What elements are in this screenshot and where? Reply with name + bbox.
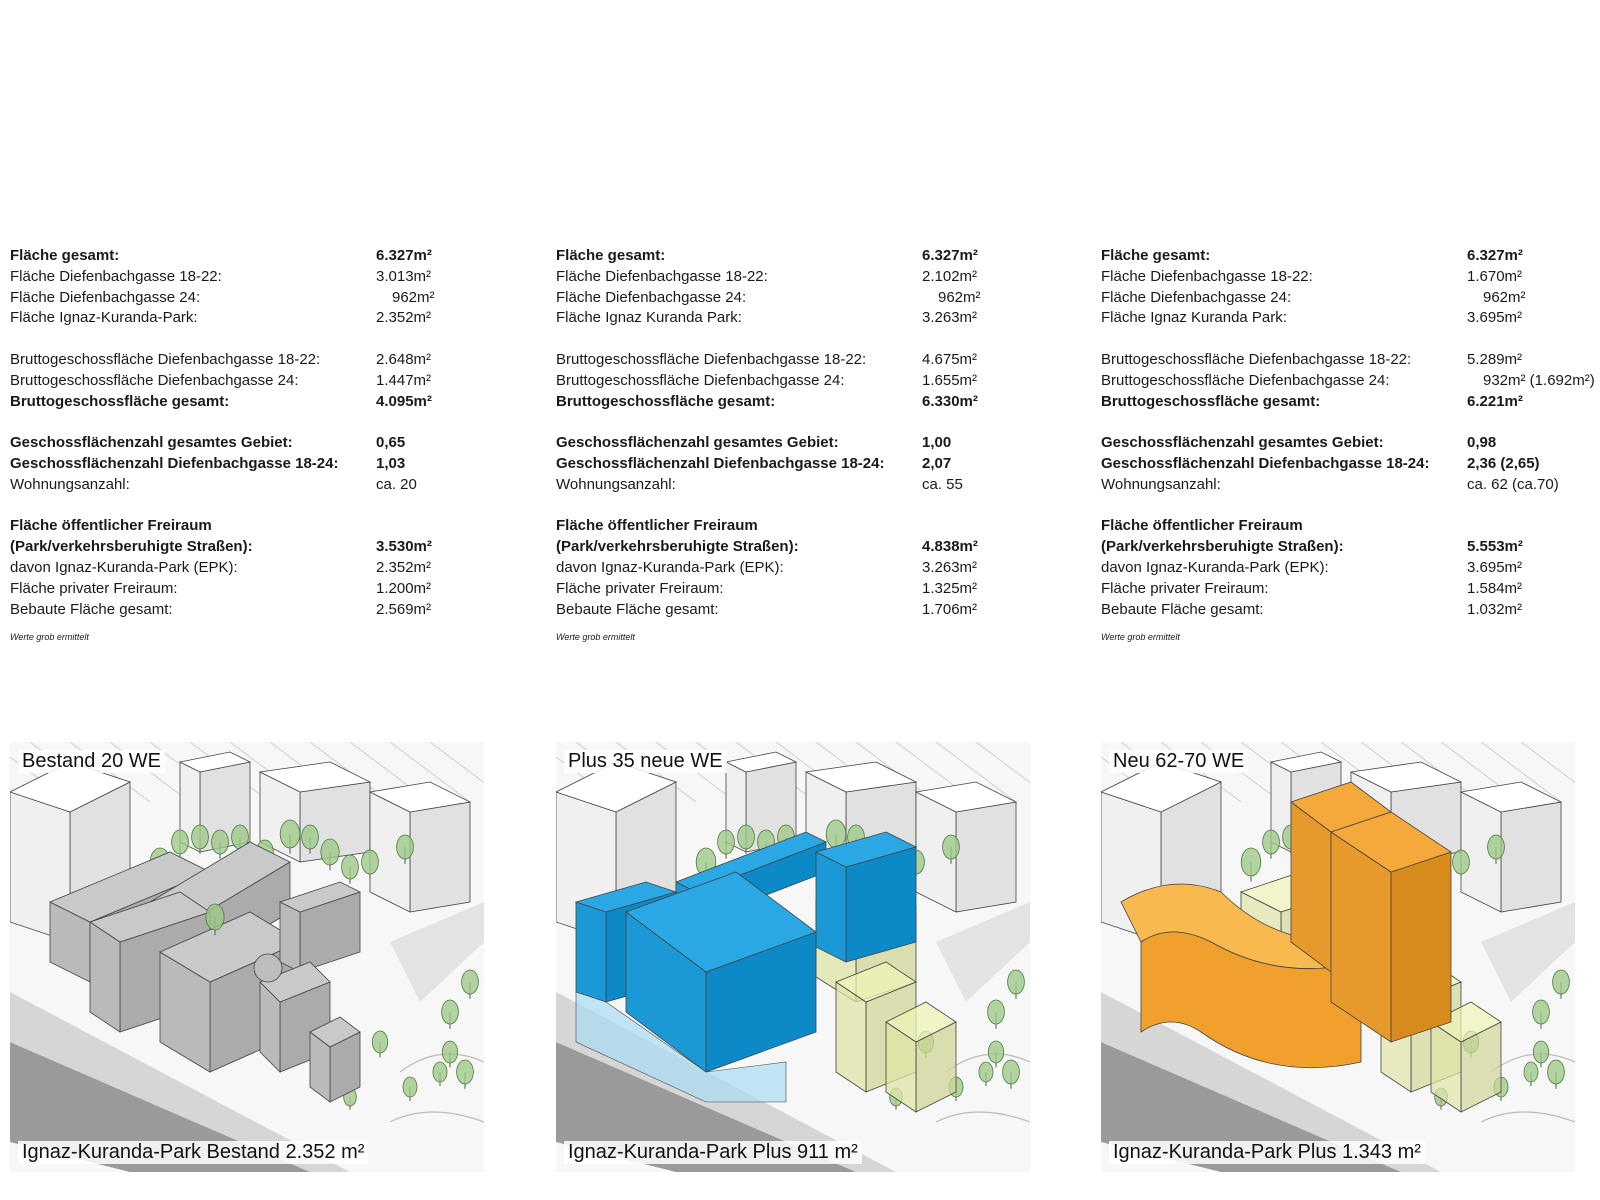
stat-value: 2.352m²: [376, 558, 432, 576]
stat-row: [1101, 288, 1561, 309]
stat-value: 1,03: [376, 454, 406, 472]
stat-row: [1101, 516, 1561, 537]
park-area-caption: Ignaz-Kuranda-Park Plus 911 m²: [564, 1141, 862, 1164]
stat-value: 5.289m²: [1467, 350, 1523, 368]
stat-row: [1101, 558, 1561, 579]
stat-label: Bruttogeschossfläche Diefenbachgasse 24:: [556, 371, 845, 389]
stat-row: [556, 392, 1016, 413]
tree-crown: [302, 825, 319, 849]
stat-value: 6.327m²: [376, 247, 432, 264]
stat-value: 6.221m²: [1467, 392, 1523, 410]
row-spacer: [1101, 329, 1561, 350]
stat-row: [1101, 350, 1561, 371]
row-spacer: [556, 496, 1016, 517]
scenario-title: Plus 35 neue WE: [564, 750, 727, 773]
stat-label: (Park/verkehrsberuhigte Straßen):: [10, 538, 253, 556]
stat-value: 6.330m²: [922, 392, 978, 410]
stat-label: Bruttogeschossfläche gesamt:: [1101, 392, 1321, 410]
massing-view-plus: [556, 742, 1030, 1172]
stat-label: davon Ignaz-Kuranda-Park (EPK):: [1101, 558, 1329, 576]
stat-label: Geschossflächenzahl Diefenbachgasse 18-24:: [1101, 454, 1430, 472]
stat-row: [10, 392, 470, 413]
tree-crown: [1008, 970, 1025, 994]
stat-label: Fläche gesamt:: [10, 247, 120, 264]
tree-crown: [321, 839, 339, 865]
stat-label: Fläche Diefenbachgasse 24:: [10, 288, 201, 306]
tree-crown: [1553, 970, 1570, 994]
tree-crown: [462, 970, 479, 994]
row-spacer: [556, 412, 1016, 433]
stat-label: (Park/verkehrsberuhigte Straßen):: [556, 538, 799, 556]
stat-label: Bebaute Fläche gesamt:: [556, 600, 719, 618]
stat-value: 962m²: [938, 288, 981, 306]
stats-table: [10, 246, 470, 620]
stat-label: Fläche privater Freiraum:: [10, 579, 178, 597]
new-block-west-front: [576, 902, 606, 1002]
stat-row: [556, 246, 1016, 267]
tree-crown: [372, 1031, 387, 1053]
stat-row: [1101, 454, 1561, 475]
stat-value: 2.102m²: [922, 267, 978, 285]
stat-row: [10, 371, 470, 392]
massing-view-existing: [10, 742, 484, 1172]
tree-crown: [1548, 1060, 1565, 1084]
stat-row: [556, 600, 1016, 621]
estimate-note: Werte grob ermittelt: [10, 632, 89, 643]
tree-crown: [1003, 1060, 1020, 1084]
tree-crown: [1533, 1041, 1548, 1063]
stat-value: 2.352m²: [376, 309, 432, 327]
stat-value: 962m²: [1483, 288, 1526, 306]
stat-row: [556, 371, 1016, 392]
stat-row: [556, 308, 1016, 329]
stat-value: 962m²: [392, 288, 435, 306]
massing-drawing: [1101, 742, 1575, 1172]
row-spacer: [556, 329, 1016, 350]
stat-label: Fläche öffentlicher Freiraum: [1101, 517, 1303, 535]
stat-row: [556, 579, 1016, 600]
stat-row: [1101, 392, 1561, 413]
stat-row: [10, 267, 470, 288]
stat-label: Fläche privater Freiraum:: [1101, 579, 1269, 597]
row-spacer: [1101, 496, 1561, 517]
stat-value: 1.447m²: [376, 371, 432, 389]
stat-row: [556, 350, 1016, 371]
stat-label: Fläche Ignaz Kuranda Park:: [556, 309, 742, 327]
stat-value: 3.695m²: [1467, 309, 1523, 327]
stat-label: Fläche Diefenbachgasse 24:: [1101, 288, 1292, 306]
stats-column-new: [1101, 246, 1595, 643]
stat-value: 1.032m²: [1467, 600, 1523, 618]
tree-crown: [943, 835, 960, 859]
stat-label: Bebaute Fläche gesamt:: [1101, 600, 1264, 618]
new-block-east-front: [816, 852, 846, 962]
stats-column-plus: [556, 246, 1016, 642]
context-building-right-side: [1501, 802, 1561, 912]
stat-label: (Park/verkehrsberuhigte Straßen):: [1101, 538, 1344, 556]
tree-crown: [1533, 1000, 1550, 1024]
stat-label: Bruttogeschossfläche Diefenbachgasse 24:: [1101, 371, 1390, 389]
stat-row: [556, 288, 1016, 309]
stat-row: [1101, 433, 1561, 454]
park-area-caption: Ignaz-Kuranda-Park Plus 1.343 m²: [1109, 1141, 1425, 1164]
stat-label: Geschossflächenzahl gesamtes Gebiet:: [1101, 434, 1384, 452]
stat-row: [556, 475, 1016, 496]
stat-value: 5.553m²: [1467, 538, 1523, 556]
scenario-title: Bestand 20 WE: [18, 750, 165, 773]
stat-value: 932m² (1.692m²): [1483, 371, 1595, 389]
stat-row: [1101, 267, 1561, 288]
stat-label: Fläche Diefenbachgasse 18-22:: [1101, 267, 1313, 285]
tree-crown: [988, 1000, 1005, 1024]
stat-row: [10, 288, 470, 309]
stat-value: 0,65: [376, 434, 406, 452]
existing-block-annex-front: [280, 902, 300, 972]
tree-crown: [362, 850, 379, 874]
existing-round-tower: [254, 954, 282, 982]
massing-drawing: [556, 742, 1030, 1172]
stat-row: [556, 537, 1016, 558]
stat-value: ca. 20: [376, 475, 417, 493]
stat-value: 1.200m²: [376, 579, 432, 597]
stat-row: [10, 537, 470, 558]
row-spacer: [10, 412, 470, 433]
row-spacer: [10, 329, 470, 350]
stat-value: 1.670m²: [1467, 267, 1523, 285]
stat-value: 1.325m²: [922, 579, 978, 597]
tree-crown: [280, 820, 300, 848]
tree-crown: [457, 1060, 474, 1084]
stat-label: Fläche Diefenbachgasse 24:: [556, 288, 747, 306]
tree-crown: [718, 830, 735, 854]
stat-label: davon Ignaz-Kuranda-Park (EPK):: [556, 558, 784, 576]
stat-row: [556, 267, 1016, 288]
stat-row: [556, 558, 1016, 579]
park-area-caption: Ignaz-Kuranda-Park Bestand 2.352 m²: [18, 1141, 368, 1164]
stat-row: [1101, 537, 1561, 558]
tree-crown: [1453, 850, 1470, 874]
tree-crown: [442, 1041, 457, 1063]
stat-label: Fläche Ignaz-Kuranda-Park:: [10, 309, 198, 327]
stat-value: 2,07: [922, 454, 952, 472]
estimate-note: Werte grob ermittelt: [556, 632, 635, 643]
stat-row: [1101, 600, 1561, 621]
stat-label: Bebaute Fläche gesamt:: [10, 600, 173, 618]
stat-value: 4.838m²: [922, 538, 978, 556]
context-building-right-side: [410, 802, 470, 912]
stat-value: 6.327m²: [922, 247, 978, 264]
tree-crown: [212, 830, 229, 854]
stat-row: [10, 433, 470, 454]
tree-crown: [206, 904, 224, 930]
stat-label: Bruttogeschossfläche Diefenbachgasse 24:: [10, 371, 299, 389]
tree-crown: [1263, 830, 1280, 854]
stat-value: 1.584m²: [1467, 579, 1523, 597]
tree-crown: [738, 825, 755, 849]
stat-value: 4.675m²: [922, 350, 978, 368]
stat-value: 3.263m²: [922, 558, 978, 576]
stat-row: [556, 454, 1016, 475]
stat-row: [10, 516, 470, 537]
stat-value: 3.013m²: [376, 267, 432, 285]
stat-row: [10, 579, 470, 600]
stat-value: 2,36 (2,65): [1467, 454, 1540, 472]
stat-value: 1.706m²: [922, 600, 978, 618]
stat-row: [10, 308, 470, 329]
stat-value: 3.530m²: [376, 538, 432, 556]
tree-crown: [1524, 1062, 1538, 1082]
tree-crown: [442, 1000, 459, 1024]
stat-label: Wohnungsanzahl:: [10, 475, 130, 493]
stat-row: [10, 350, 470, 371]
stat-label: Bruttogeschossfläche gesamt:: [556, 392, 776, 410]
row-spacer: [10, 496, 470, 517]
row-spacer: [1101, 412, 1561, 433]
massing-view-new: [1101, 742, 1575, 1172]
stats-column-existing: [10, 246, 470, 642]
stat-label: Fläche öffentlicher Freiraum: [556, 517, 758, 535]
tree-crown: [342, 855, 359, 879]
stat-value: ca. 62 (ca.70): [1467, 475, 1559, 493]
stat-row: [556, 516, 1016, 537]
stat-label: Bruttogeschossfläche Diefenbachgasse 18-22:: [10, 350, 321, 368]
stat-row: [1101, 246, 1561, 267]
stat-value: 6.327m²: [1467, 247, 1523, 264]
stat-value: 1.655m²: [922, 371, 978, 389]
tree-crown: [172, 830, 189, 854]
stat-label: Fläche gesamt:: [556, 247, 666, 264]
tree-crown: [826, 820, 846, 848]
stat-label: Fläche gesamt:: [1101, 247, 1211, 264]
stat-value: 2.648m²: [376, 350, 432, 368]
stat-label: davon Ignaz-Kuranda-Park (EPK):: [10, 558, 238, 576]
stat-label: Fläche Ignaz Kuranda Park:: [1101, 309, 1287, 327]
stat-row: [10, 600, 470, 621]
tree-crown: [988, 1041, 1003, 1063]
stat-value: 0,98: [1467, 434, 1497, 452]
stat-label: Geschossflächenzahl Diefenbachgasse 18-24:: [556, 454, 885, 472]
massing-drawing: [10, 742, 484, 1172]
stat-value: 2.569m²: [376, 600, 432, 618]
scenario-title: Neu 62-70 WE: [1109, 750, 1248, 773]
stat-label: Bruttogeschossfläche Diefenbachgasse 18-22:: [1101, 350, 1412, 368]
stat-label: Wohnungsanzahl:: [1101, 475, 1221, 493]
stat-value: 4.095m²: [376, 392, 432, 410]
stat-label: Geschossflächenzahl gesamtes Gebiet:: [10, 434, 293, 452]
stat-row: [1101, 579, 1561, 600]
stat-label: Wohnungsanzahl:: [556, 475, 676, 493]
stat-row: [10, 454, 470, 475]
context-building-right-side: [956, 802, 1016, 912]
tree-crown: [433, 1062, 447, 1082]
estimate-note: Werte grob ermittelt: [1101, 632, 1180, 643]
tree-crown: [979, 1062, 993, 1082]
stat-label: Bruttogeschossfläche Diefenbachgasse 18-22:: [556, 350, 867, 368]
new-tower-wing-side: [1391, 852, 1451, 1042]
tree-crown: [192, 825, 209, 849]
tree-crown: [1241, 848, 1261, 876]
stat-row: [1101, 475, 1561, 496]
stat-label: Geschossflächenzahl Diefenbachgasse 18-24:: [10, 454, 339, 472]
stat-value: 3.695m²: [1467, 558, 1523, 576]
stat-row: [10, 246, 470, 267]
stat-value: 1,00: [922, 434, 952, 452]
tree-crown: [397, 835, 414, 859]
stat-label: Fläche öffentlicher Freiraum: [10, 517, 212, 535]
stat-value: 3.263m²: [922, 309, 978, 327]
stats-table: [556, 246, 1016, 620]
stat-row: [1101, 371, 1595, 392]
stat-label: Geschossflächenzahl gesamtes Gebiet:: [556, 434, 839, 452]
stats-table: [1101, 246, 1595, 620]
stat-row: [10, 558, 470, 579]
tree-crown: [1488, 835, 1505, 859]
stat-label: Fläche privater Freiraum:: [556, 579, 724, 597]
stat-label: Fläche Diefenbachgasse 18-22:: [10, 267, 222, 285]
stat-value: ca. 55: [922, 475, 963, 493]
tree-crown: [403, 1077, 417, 1097]
stat-label: Bruttogeschossfläche gesamt:: [10, 392, 230, 410]
stat-row: [1101, 308, 1561, 329]
stat-row: [10, 475, 470, 496]
stat-label: Fläche Diefenbachgasse 18-22:: [556, 267, 768, 285]
stat-row: [556, 433, 1016, 454]
